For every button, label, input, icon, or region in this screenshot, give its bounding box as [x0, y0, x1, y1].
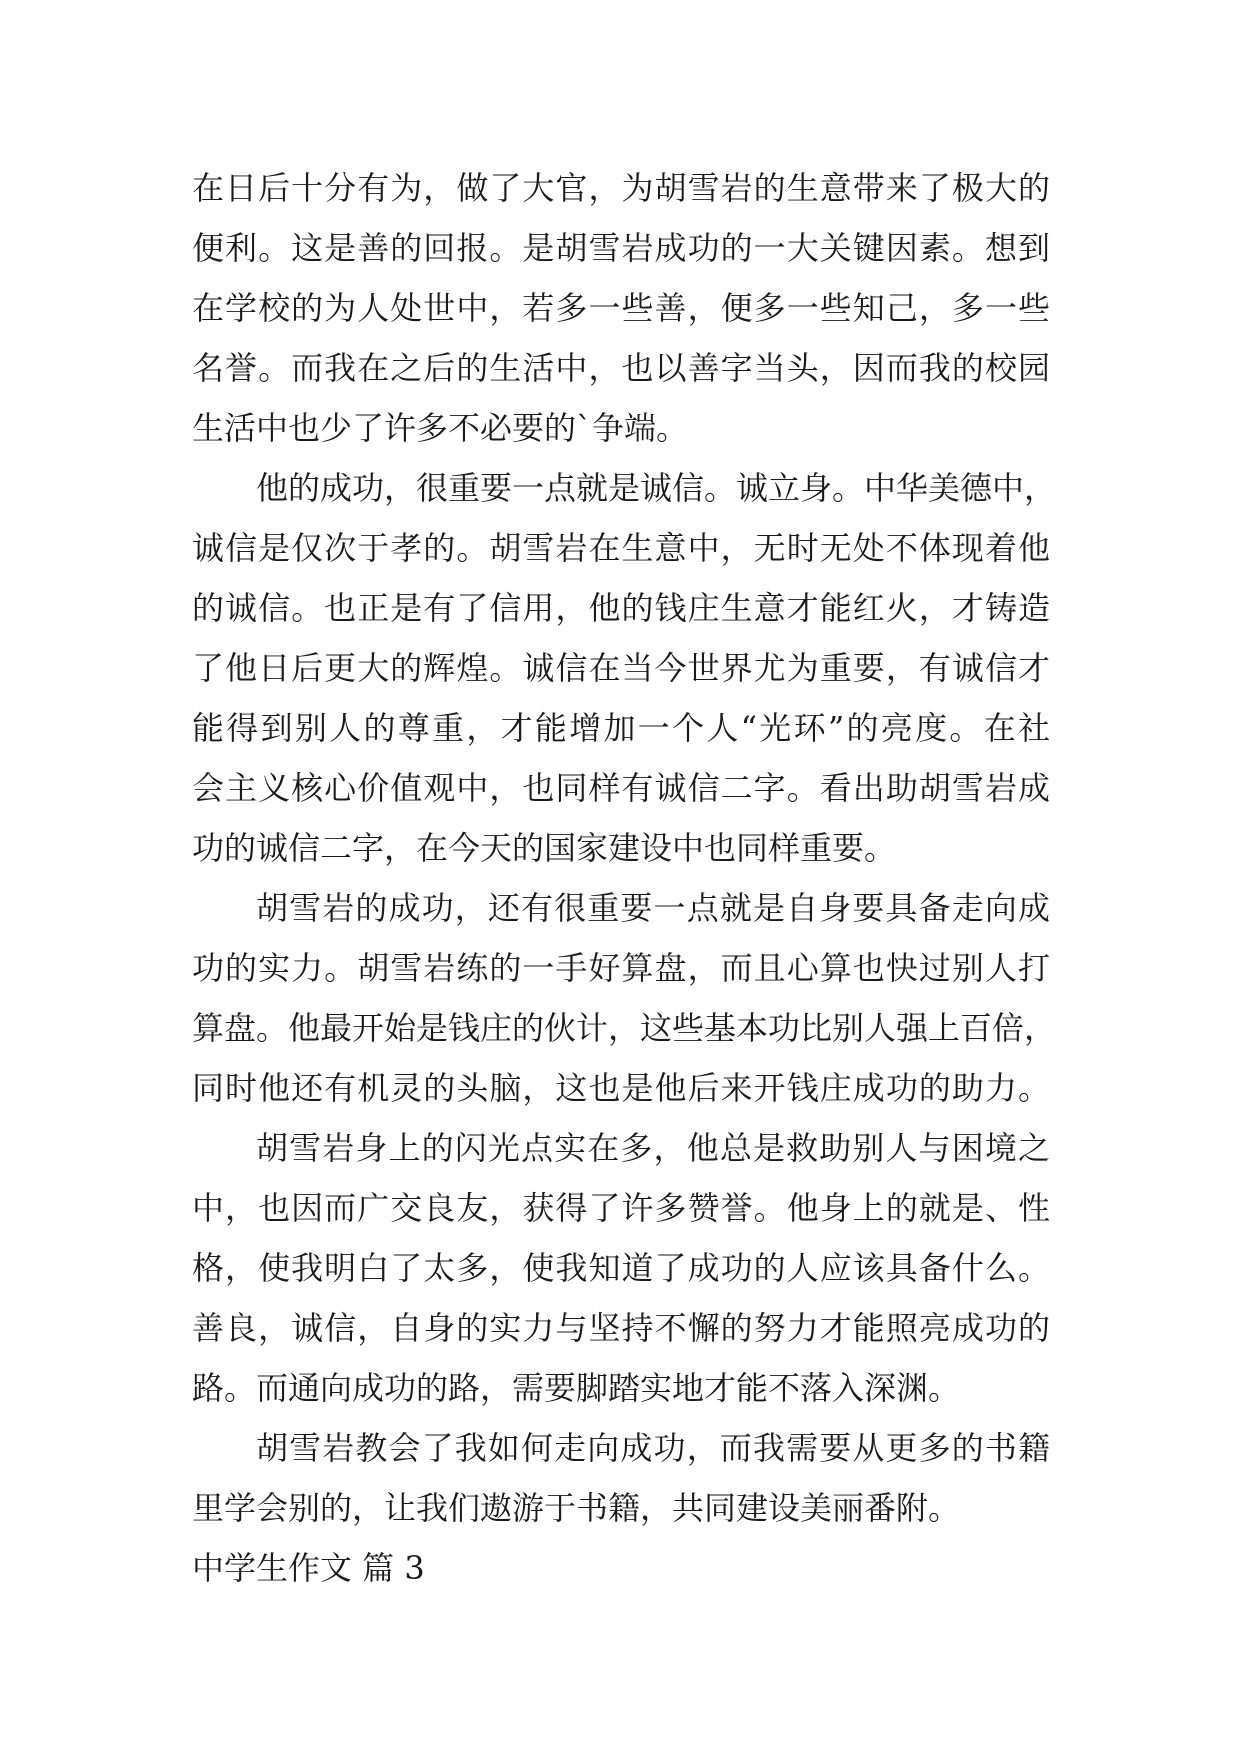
- paragraph-2: [192, 458, 1057, 878]
- paragraph-4: [192, 1118, 1050, 1418]
- text-line: 功的诚信二字，在今天的国家建设中也同样重要。: [192, 829, 897, 867]
- paragraph-1: [192, 158, 1050, 458]
- paragraph-5: [192, 1418, 1050, 1538]
- paragraph-3: [192, 878, 1057, 1118]
- text-line: 便利。这是善的回报。是胡雪岩成功的一大关键因素。想到: [192, 229, 1050, 267]
- text-line: 善良，诚信，自身的实力与坚持不懈的努力才能照亮成功的: [192, 1309, 1050, 1347]
- document-page: [192, 158, 1057, 1598]
- text-line: 里学会别的，让我们遨游于书籍，共同建设美丽番附。: [192, 1489, 961, 1527]
- text-line: 胡雪岩的成功，还有很重要一点就是自身要具备走向成: [256, 889, 1050, 927]
- text-line: 他的成功，很重要一点就是诚信。诚立身。中华美德中，: [256, 469, 1057, 507]
- text-line: 诚信是仅次于孝的。胡雪岩在生意中，无时无处不体现着他: [192, 529, 1050, 567]
- text-line: 胡雪岩身上的闪光点实在多，他总是救助别人与困境之: [256, 1129, 1050, 1167]
- text-line: 会主义核心价值观中，也同样有诚信二字。看出助胡雪岩成: [192, 769, 1050, 807]
- text-line: 能得到别人的尊重，才能增加一个人“光环”的亮度。在社: [192, 709, 1050, 747]
- text-line: 路。而通向成功的路，需要脚踏实地才能不落入深渊。: [192, 1369, 961, 1407]
- section-heading: 中学生作文 篇 3: [192, 1549, 425, 1587]
- text-line: 胡雪岩教会了我如何走向成功，而我需要从更多的书籍: [256, 1429, 1050, 1467]
- text-line: 功的实力。胡雪岩练的一手好算盘，而且心算也快过别人打: [192, 949, 1050, 987]
- text-line: 生活中也少了许多不必要的`争端。: [192, 409, 689, 447]
- text-line: 中，也因而广交良友，获得了许多赞誉。他身上的就是、性: [192, 1189, 1050, 1227]
- text-line: 同时他还有机灵的头脑，这也是他后来开钱庄成功的助力。: [192, 1069, 1050, 1107]
- text-line: 名誉。而我在之后的生活中，也以善字当头，因而我的校园: [192, 349, 1050, 387]
- text-line: 的诚信。也正是有了信用，他的钱庄生意才能红火，才铸造: [192, 589, 1050, 627]
- text-line: 在日后十分有为，做了大官，为胡雪岩的生意带来了极大的: [192, 169, 1050, 207]
- text-line: 算盘。他最开始是钱庄的伙计，这些基本功比别人强上百倍，: [192, 1009, 1057, 1047]
- text-line: 在学校的为人处世中，若多一些善，便多一些知己，多一些: [192, 289, 1050, 327]
- text-line: 格，使我明白了太多，使我知道了成功的人应该具备什么。: [192, 1249, 1050, 1287]
- text-line: 了他日后更大的辉煌。诚信在当今世界尤为重要，有诚信才: [192, 649, 1050, 687]
